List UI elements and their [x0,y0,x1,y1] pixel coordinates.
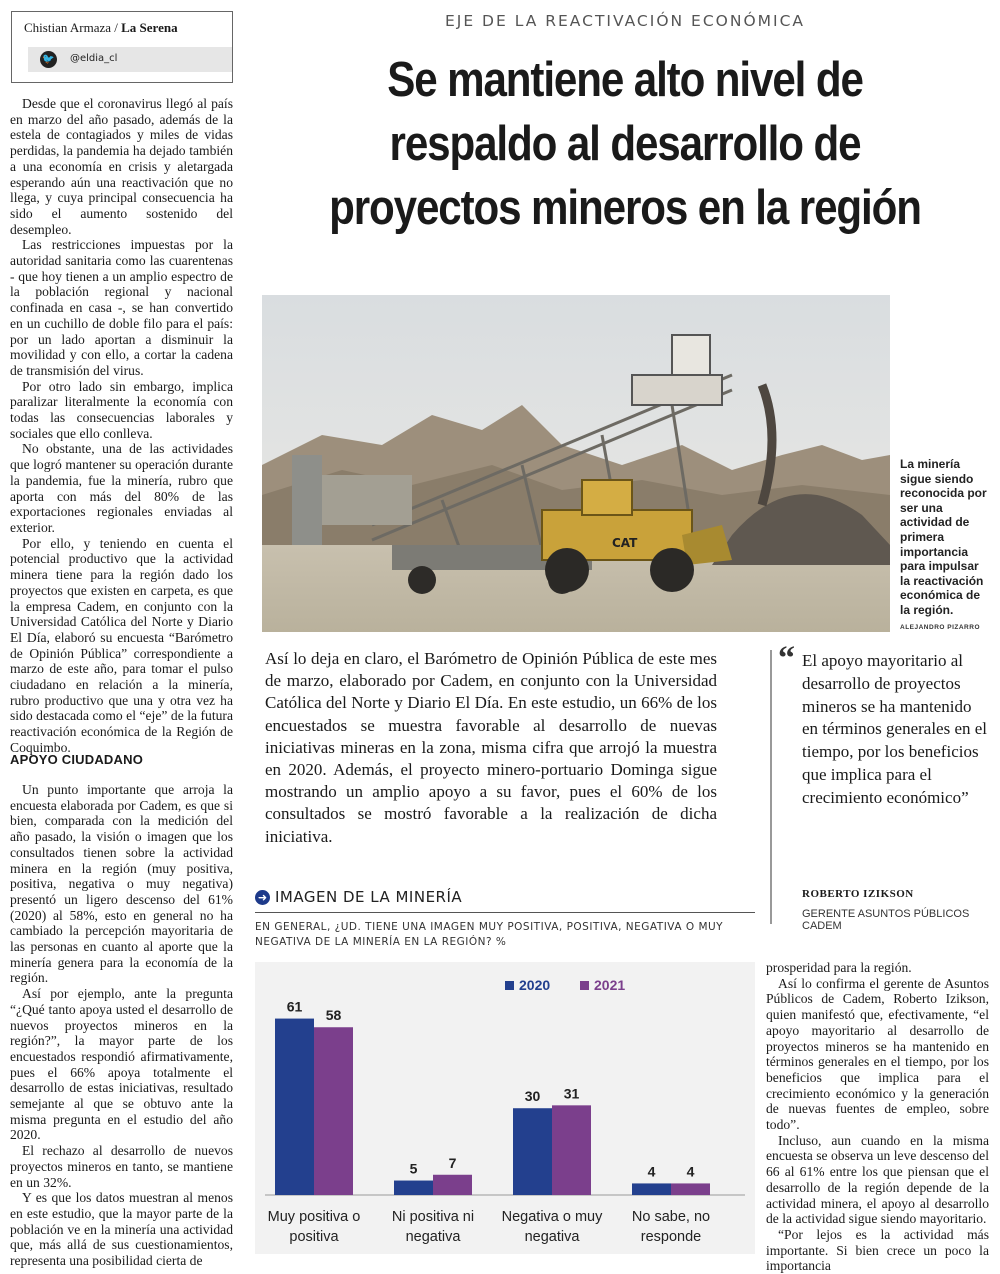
mining-photo-illustration [262,295,890,632]
chart-question: EN GENERAL, ¿UD. TIENE UNA IMAGEN MUY POSITIVA, POSITIVA, NEGATIVA O MUY NEGATIVA DE LA MINERÍA EN LA REGIÓN? % [255,921,724,948]
data-label-2021-1: 58 [325,1007,342,1024]
body-paragraph: No obstante, una de las actividades que logró mantener su operación durante la pandemia, fue la minería, rubro que aporta con más del 80% de las exportaciones regionales enviadas al exterior. [10,441,233,535]
mining-photo [262,295,890,632]
chart-header [255,888,755,910]
body-paragraph: El rechazo al desarrollo de nuevos proyectos mineros en tanto, se mantiene en un 32%. [10,1143,233,1190]
body-paragraph: Las restricciones impuestas por la autoridad sanitaria como las cuarentenas - que hoy tienen a un amplio espectro de la población regional y nacional confinada en casa -, se han convertido en un cuchillo de doble filo para el país: por un lado aportan a disminuir la movilidad y con ello, a cortar la cadena de transmisión del virus. [10,237,233,378]
twitter-bar[interactable] [28,47,232,72]
bar-2020-3 [513,1108,552,1195]
photo-caption: La minería sigue siendo reconocida por ser una actividad de primera importancia para impulsar la reactivación económica de la región. [900,457,987,617]
twitter-icon: 🐦 [40,51,57,68]
chart-title: IMAGEN DE LA MINERÍA [275,888,463,906]
pull-quote [770,640,998,932]
bar-2021-4 [671,1183,710,1195]
data-label-2020-2: 5 [409,1160,418,1177]
left-column-bottom [10,782,233,1269]
category-label-3: negativa [524,1229,580,1245]
bar-2021-3 [552,1105,591,1195]
right-column [766,960,989,1274]
bar-2020-2 [394,1181,433,1195]
byline-separator: / [114,20,118,35]
body-paragraph: Así lo confirma el gerente de Asuntos Públicos de Cadem, Roberto Izikson, quien manifestó que, efectivamente, “el apoyo mayoritario al desarrollo de proyectos mineros se ha mantenido en términos generales en el tiempo, por los beneficios que implica para el crecimiento económico y la generación de nuevas fuentes de empleo, sobre todo”. [766,975,989,1133]
left-column-top [10,96,233,756]
bar-2020-1 [275,1019,314,1195]
category-label-2: negativa [405,1229,461,1245]
byline-city: La Serena [121,20,178,35]
body-paragraph: Por otro lado sin embargo, implica paralizar literalmente la economía con todas las consecuencias laborales y sociales que ello conlleva. [10,378,233,441]
category-label-4: responde [640,1229,702,1245]
data-label-2020-1: 61 [286,998,303,1015]
legend-swatch-2020 [505,981,514,990]
body-paragraph: prosperidad para la región. [766,960,912,975]
bar-2021-1 [314,1027,353,1195]
pull-quote-text: El apoyo mayoritario al desarrollo de proyectos mineros se ha mantenido en términos generales en el tiempo, por los beneficios que implica para el crecimiento económico” [802,651,988,807]
section-kicker: EJE DE LA REACTIVACIÓN ECONÓMICA [444,12,806,30]
legend-label-2021: 2021 [594,977,626,993]
bar-2021-2 [433,1175,472,1195]
body-paragraph: Así por ejemplo, ante la pregunta “¿Qué tanto apoya usted el desarrollo de nuevos proyectos mineros en la región?”, la mayor parte de los encuestados respondió afirmativamente, pues el 66% apoya totalmente el desarrollo de estas iniciativas, resultado semejante al que se obtuvo ante la misma pregunta en el estudio del año 2020. [10,986,233,1143]
headline-line-3: proyectos mineros en la región [329,181,921,235]
category-label-4: No sabe, no [631,1209,711,1225]
data-label-2021-2: 7 [448,1154,457,1171]
headline [307,48,943,240]
twitter-handle[interactable]: @eldia_cl [70,53,118,64]
body-paragraph: “Por lejos es la actividad más importante. Si bien crece un poco la importancia [766,1226,989,1274]
arrow-right-icon: ➜ [255,890,270,905]
data-label-2021-4: 4 [686,1163,695,1180]
svg-text:CAT: CAT [612,536,638,550]
byline-names [24,20,178,36]
photo-credit: ALEJANDRO PIZARRO [900,624,981,631]
body-paragraph: Y es que los datos muestran al menos en este estudio, que la mayor parte de la población ve en la minería una actividad que, más allá de sus cuestionamientos, representa una posibilidad cierta de [10,1190,233,1269]
data-label-2021-3: 31 [563,1085,580,1102]
pull-quote-name: ROBERTO IZIKSON [802,888,914,900]
body-paragraph: Un punto importante que arroja la encuesta elaborada por Cadem, es que si bien, comparada con la medición del año pasado, la visión o imagen que los consultados tienen sobre la actividad minera en la región (muy positiva, positiva, negativa o muy negativa) presentó un ligero descenso del 61% (2020) al 58%, esto en general no ha cambiado la percepción mayoritaria de las personas en cuanto al aporte que la minería genera para la economía de la región. [10,782,233,986]
category-label-3: Negativa o muy [501,1209,603,1225]
category-label-1: Muy positiva o [267,1209,361,1225]
chart-divider [255,912,755,913]
quote-mark-icon: “ [778,640,795,677]
bar-2020-4 [632,1183,671,1195]
data-label-2020-3: 30 [524,1088,541,1105]
lead-paragraph: Así lo deja en claro, el Barómetro de Opinión Pública de este mes de marzo, elaborado por Cadem, en conjunto con la Universidad Católica del Norte y Diario El Día. En este estudio, un 66% de los encuestados se muestra favorable al desarrollo de nuevas iniciativas mineras en la zona, misma cifra que arrojó la muestra en 2020. Además, el proyecto minero-portuario Dominga sigue mostrando un amplio apoyo a su favor, pues el 60% de los consultados se mostró favorable a la realización de dicha iniciativa. [265,649,717,846]
category-label-1: positiva [289,1229,339,1245]
legend-swatch-2021 [580,981,589,990]
headline-line-2: respaldo al desarrollo de [389,117,861,171]
body-paragraph: Por ello, y teniendo en cuenta el potencial productivo que la actividad minera tiene para la región dado los proyectos que existen en carpeta, es que la empresa Cadem, en conjunto con la Universidad Católica del Norte y Diario El Día, elaboró su encuesta “Barómetro de Opinión Pública” correspondiente a marzo de este año, para tomar el pulso ciudadano en relación a la minería, rubro productivo que una y otra vez ha sido destacada como el “eje” de la futura reactivación económica de la Región de Coquimbo. [10,535,233,755]
pull-quote-role: GERENTE ASUNTOS PÚBLICOS CADEM [802,908,970,932]
bar-chart-svg [255,962,755,1254]
subhead-apoyo-ciudadano: APOYO CIUDADANO [10,752,144,767]
body-paragraph: Desde que el coronavirus llegó al país en marzo del año pasado, además de la estela de contagiados y miles de vidas perdidas, la pandemia ha dejado también a una economía en crisis y aletargada esperando aún una reactivación que no llega, y cuya principal consecuencia ha sido el aumento sostenido del desempleo. [10,96,233,237]
bar-chart [255,962,755,1254]
data-label-2020-4: 4 [647,1163,656,1180]
byline-box [11,11,233,83]
category-label-2: Ni positiva ni [391,1209,475,1225]
body-paragraph: Incluso, aun cuando en la misma encuesta se observa un leve descenso del 66 al 61% entre los que piensan que el desarrollo de la región depende de la actividad minera, el apoyo al desarrollo de la actividad sigue siendo mayoritario. [766,1132,989,1227]
author-name: Chistian Armaza [24,20,112,35]
headline-line-1: Se mantiene alto nivel de [387,53,863,107]
legend-label-2020: 2020 [519,977,551,993]
